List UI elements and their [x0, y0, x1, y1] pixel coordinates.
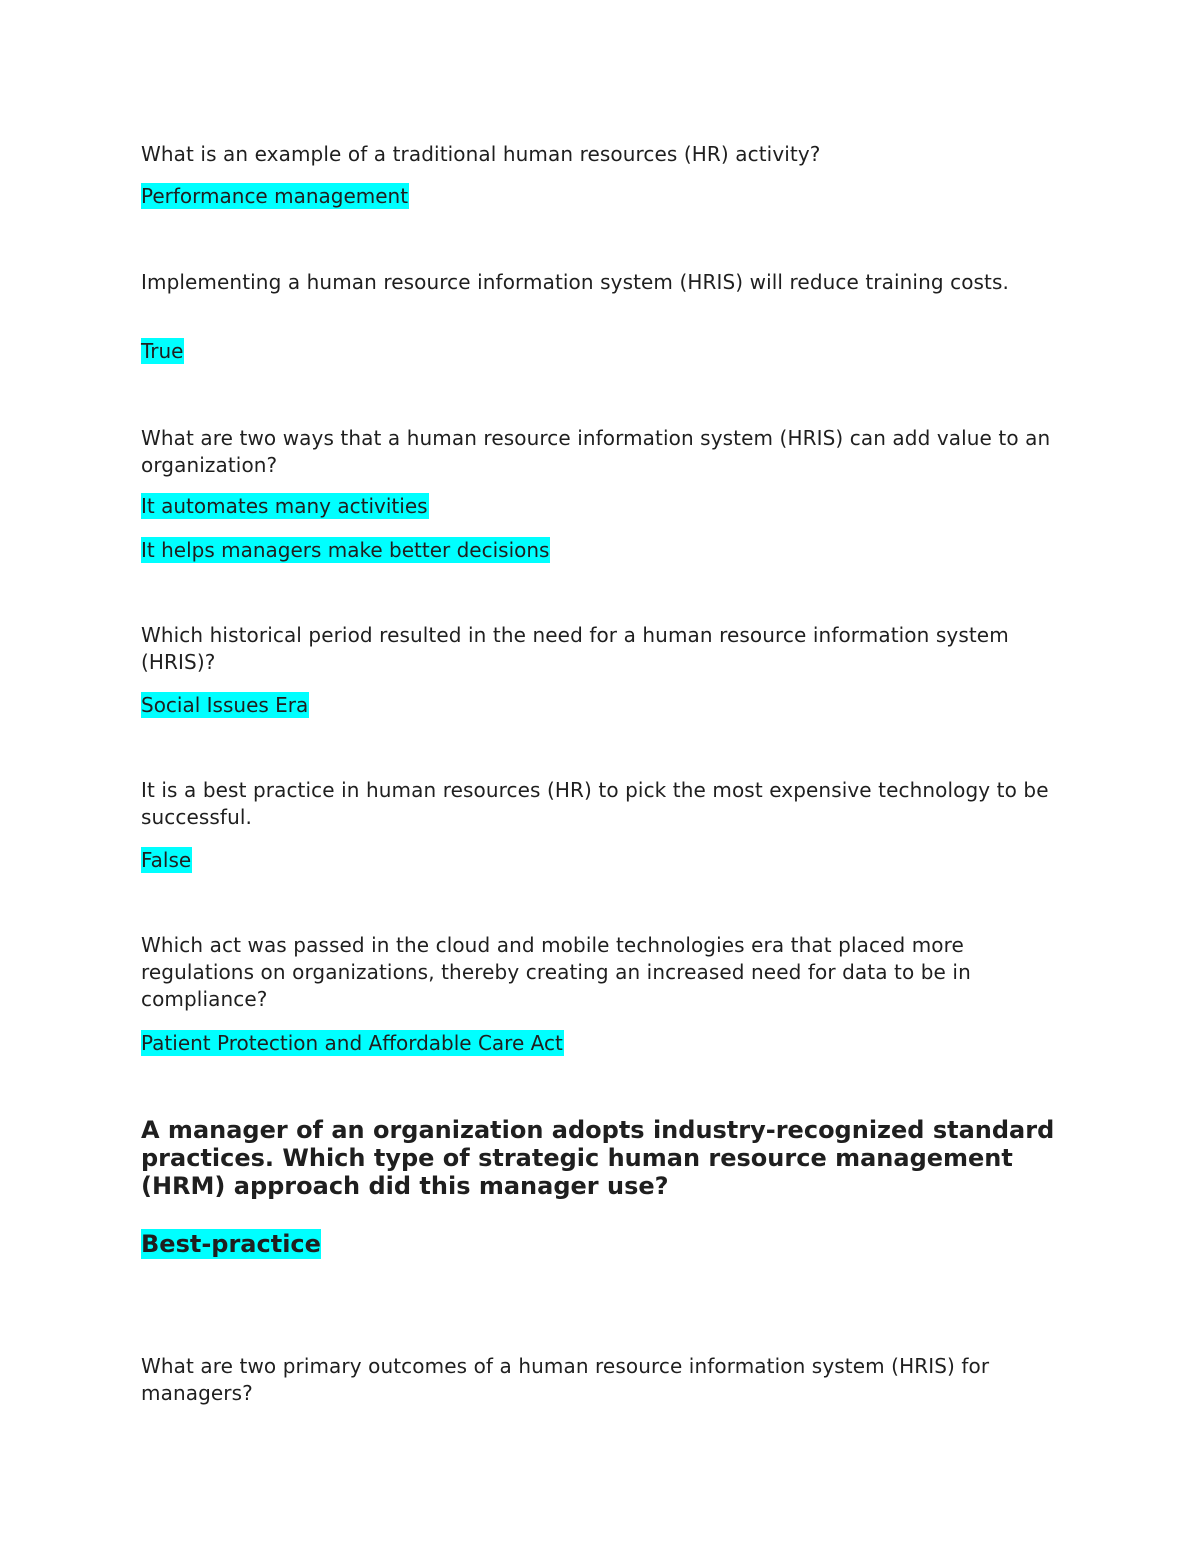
question-text: Which act was passed in the cloud and mobile technologies era that placed more regulations on organizations, thereby creating an increased need for data to be in compliance?	[141, 933, 971, 1011]
question-text: Which historical period resulted in the need for a human resource information system (HRIS)?	[141, 623, 1009, 674]
answer-row	[141, 692, 1061, 718]
question-text: What are two primary outcomes of a human resource information system (HRIS) for managers?	[141, 1354, 990, 1405]
qa-item	[141, 425, 1061, 479]
answer-row	[141, 1229, 1061, 1259]
answer-highlight: False	[141, 848, 192, 872]
answer-row	[141, 183, 1061, 209]
answer-row	[141, 847, 1061, 873]
answer-row	[141, 338, 1061, 364]
answer-highlight: Best-practice	[141, 1230, 321, 1258]
question-text: A manager of an organization adopts industry-recognized standard practices. Which type of strategic human resource management (HRM) approach did this manager use?	[141, 1116, 1055, 1200]
answer-row	[141, 537, 1061, 563]
answer-highlight: Patient Protection and Affordable Care Act	[141, 1031, 563, 1055]
answer-row	[141, 1030, 1061, 1056]
qa-item	[141, 777, 1061, 831]
answer-highlight: It helps managers make better decisions	[141, 538, 550, 562]
qa-item	[141, 141, 1061, 168]
answer-highlight: It automates many activities	[141, 494, 428, 518]
qa-item-bold	[141, 1116, 1061, 1200]
qa-item	[141, 622, 1061, 676]
question-text: What are two ways that a human resource information system (HRIS) can add value to an organization?	[141, 426, 1051, 477]
qa-item	[141, 932, 1061, 1013]
qa-item	[141, 269, 1061, 296]
answer-highlight: Social Issues Era	[141, 693, 309, 717]
qa-item	[141, 1353, 1061, 1407]
answer-row	[141, 493, 1061, 519]
question-text: What is an example of a traditional human resources (HR) activity?	[141, 142, 821, 166]
answer-highlight: Performance management	[141, 184, 409, 208]
question-text: It is a best practice in human resources (HR) to pick the most expensive technology to be successful.	[141, 778, 1049, 829]
question-text: Implementing a human resource information system (HRIS) will reduce training costs.	[141, 270, 1009, 294]
answer-highlight: True	[141, 339, 184, 363]
